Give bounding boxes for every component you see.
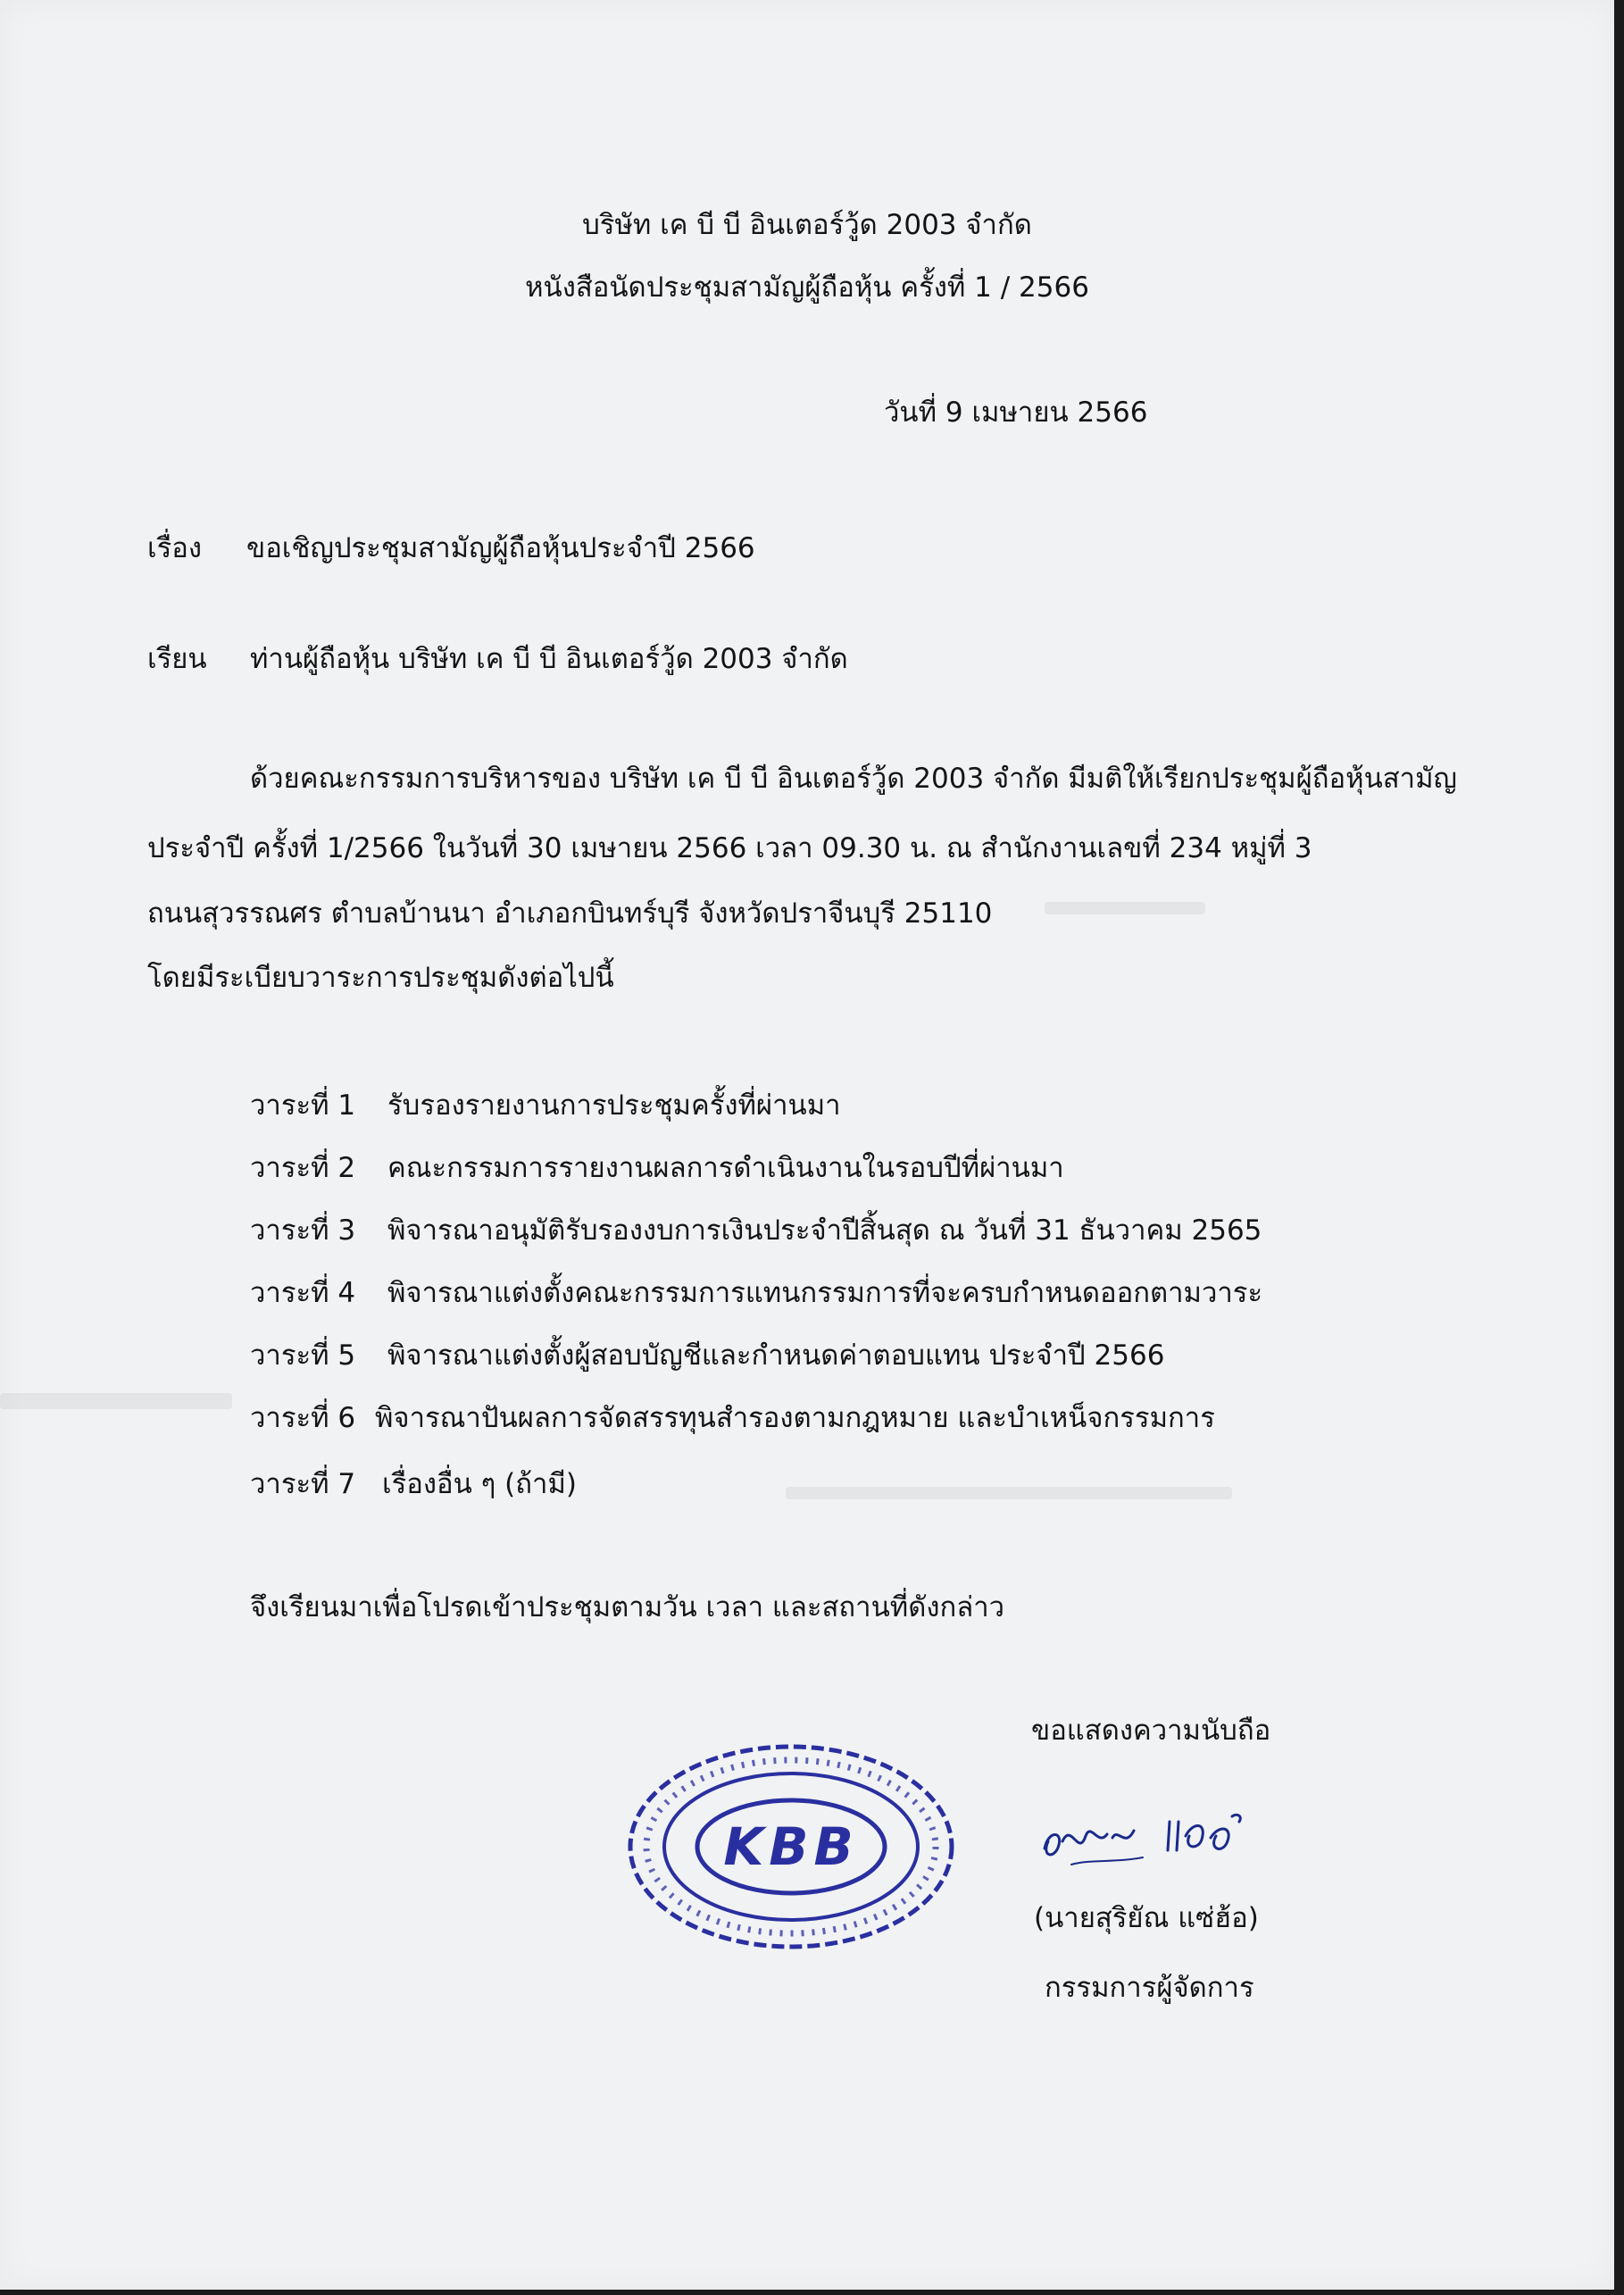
body-line-4: โดยมีระเบียบวาระการประชุมดังต่อไปนี้ [147, 962, 614, 994]
agenda-label: วาระที่ 7 [250, 1468, 356, 1500]
body-line-1: ด้วยคณะกรรมการบริหารของ บริษัท เค บี บี อินเตอร์วู้ด 2003 จำกัด มีมติให้เรียกประชุมผู้ถือหุ้นสามัญ [250, 763, 1457, 795]
notice-title: หนังสือนัดประชุมสามัญผู้ถือหุ้น ครั้งที่ 1 / 2566 [525, 271, 1089, 304]
subject-text: ขอเชิญประชุมสามัญผู้ถือหุ้นประจำปี 2566 [246, 532, 755, 564]
company-name: บริษัท เค บี บี อินเตอร์วู้ด 2003 จำกัด [582, 209, 1032, 241]
agenda-text: เรื่องอื่น ๆ (ถ้ามี) [382, 1468, 577, 1500]
scan-speck [1045, 902, 1205, 914]
agenda-text: พิจารณาอนุมัติรับรองงบการเงินประจำปีสิ้นสุด ณ วันที่ 31 ธันวาคม 2565 [387, 1214, 1262, 1247]
agenda-label: วาระที่ 3 [250, 1214, 356, 1247]
subject-label: เรื่อง [147, 532, 203, 564]
agenda-label: วาระที่ 2 [250, 1152, 356, 1184]
document-date: วันที่ 9 เมษายน 2566 [884, 396, 1148, 429]
signature [1036, 1795, 1259, 1875]
agenda-text: คณะกรรมการรายงานผลการดำเนินงานในรอบปีที่ผ่านมา [387, 1152, 1064, 1184]
scan-speck [786, 1487, 1232, 1499]
agenda-text: พิจารณาแต่งตั้งผู้สอบบัญชีและกำหนดค่าตอบแทน ประจำปี 2566 [387, 1339, 1165, 1372]
sign-off: ขอแสดงความนับถือ [1031, 1715, 1271, 1747]
to-text: ท่านผู้ถือหุ้น บริษัท เค บี บี อินเตอร์วู้ด 2003 จำกัด [250, 643, 848, 675]
agenda-label: วาระที่ 6 [250, 1402, 356, 1434]
body-line-2: ประจำปี ครั้งที่ 1/2566 ในวันที่ 30 เมษายน 2566 เวลา 09.30 น. ณ สำนักงานเลขที่ 234 หมู่ที่ 3 [147, 832, 1312, 864]
scan-speck [0, 1393, 232, 1409]
agenda-text: พิจารณาแต่งตั้งคณะกรรมการแทนกรรมการที่จะครบกำหนดออกตามวาระ [387, 1277, 1263, 1309]
company-stamp [621, 1740, 961, 1954]
signer-title: กรรมการผู้จัดการ [1045, 1972, 1254, 2004]
stamp-logo: KBB [723, 1816, 859, 1877]
closing-sentence: จึงเรียนมาเพื่อโปรดเข้าประชุมตามวัน เวลา และสถานที่ดังกล่าว [250, 1591, 1005, 1623]
agenda-label: วาระที่ 5 [250, 1339, 356, 1372]
agenda-text: รับรองรายงานการประชุมครั้งที่ผ่านมา [387, 1089, 841, 1122]
to-label: เรียน [147, 643, 207, 675]
body-line-3: ถนนสุวรรณศร ตำบลบ้านนา อำเภอกบินทร์บุรี จังหวัดปราจีนบุรี 25110 [147, 897, 993, 930]
signer-name: (นายสุริยัณ แซ่ฮ้อ) [1034, 1902, 1259, 1934]
agenda-label: วาระที่ 4 [250, 1277, 356, 1309]
agenda-text: พิจารณาปันผลการจัดสรรทุนสำรองตามกฎหมาย และบำเหน็จกรรมการ [375, 1402, 1215, 1434]
agenda-label: วาระที่ 1 [250, 1089, 356, 1122]
